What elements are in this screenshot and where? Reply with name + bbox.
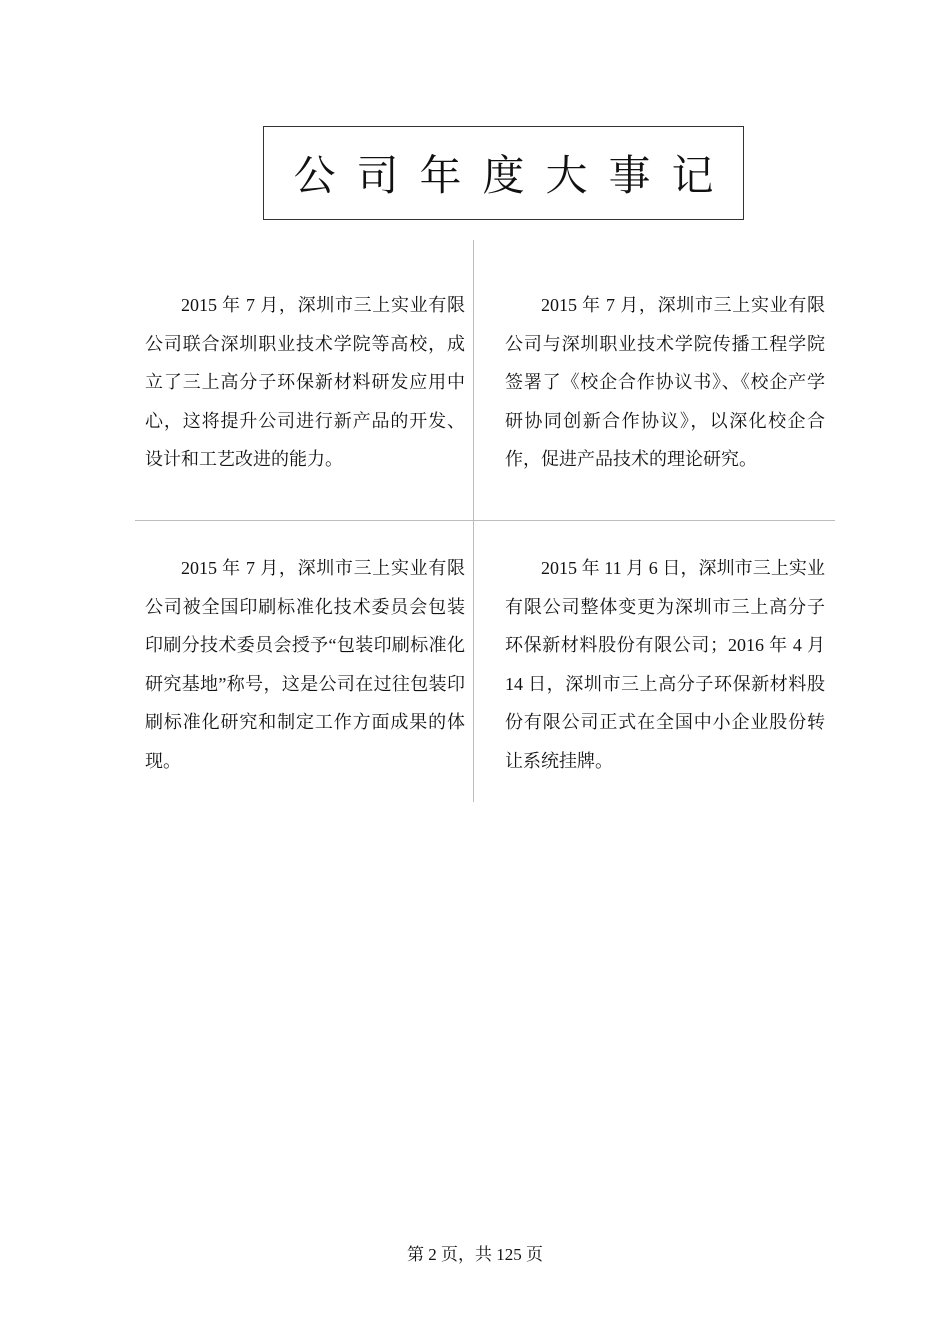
event-paragraph-3: 2015 年 7 月，深圳市三上实业有限公司被全国印刷标准化技术委员会包装印刷分技术委员会授予“包装印刷标准化研究基地”称号，这是公司在过往包装印刷标准化研究和制定工作方面成果的体现。 [145,558,465,771]
page-title: 公司年度大事记 [293,151,735,200]
event-paragraph-4: 2015 年 11 月 6 日，深圳市三上实业有限公司整体变更为深圳市三上高分子环保新材料股份有限公司；2016 年 4 月 14 日，深圳市三上高分子环保新材料股份有限公司正式在全国中小企业股份转让系统挂牌。 [505,558,825,771]
title-box [263,126,744,220]
event-paragraph-1: 2015 年 7 月，深圳市三上实业有限公司联合深圳职业技术学院等高校，成立了三上高分子环保新材料研发应用中心，这将提升公司进行新产品的开发、设计和工艺改进的能力。 [145,295,465,469]
horizontal-divider [135,520,835,521]
event-paragraph-2: 2015 年 7 月，深圳市三上实业有限公司与深圳职业技术学院传播工程学院签署了《校企合作协议书》、《校企产学研协同创新合作协议》，以深化校企合作，促进产品技术的理论研究。 [505,295,825,469]
page-footer: 第 2 页，共 125 页 [407,1245,543,1264]
vertical-divider [473,240,474,802]
